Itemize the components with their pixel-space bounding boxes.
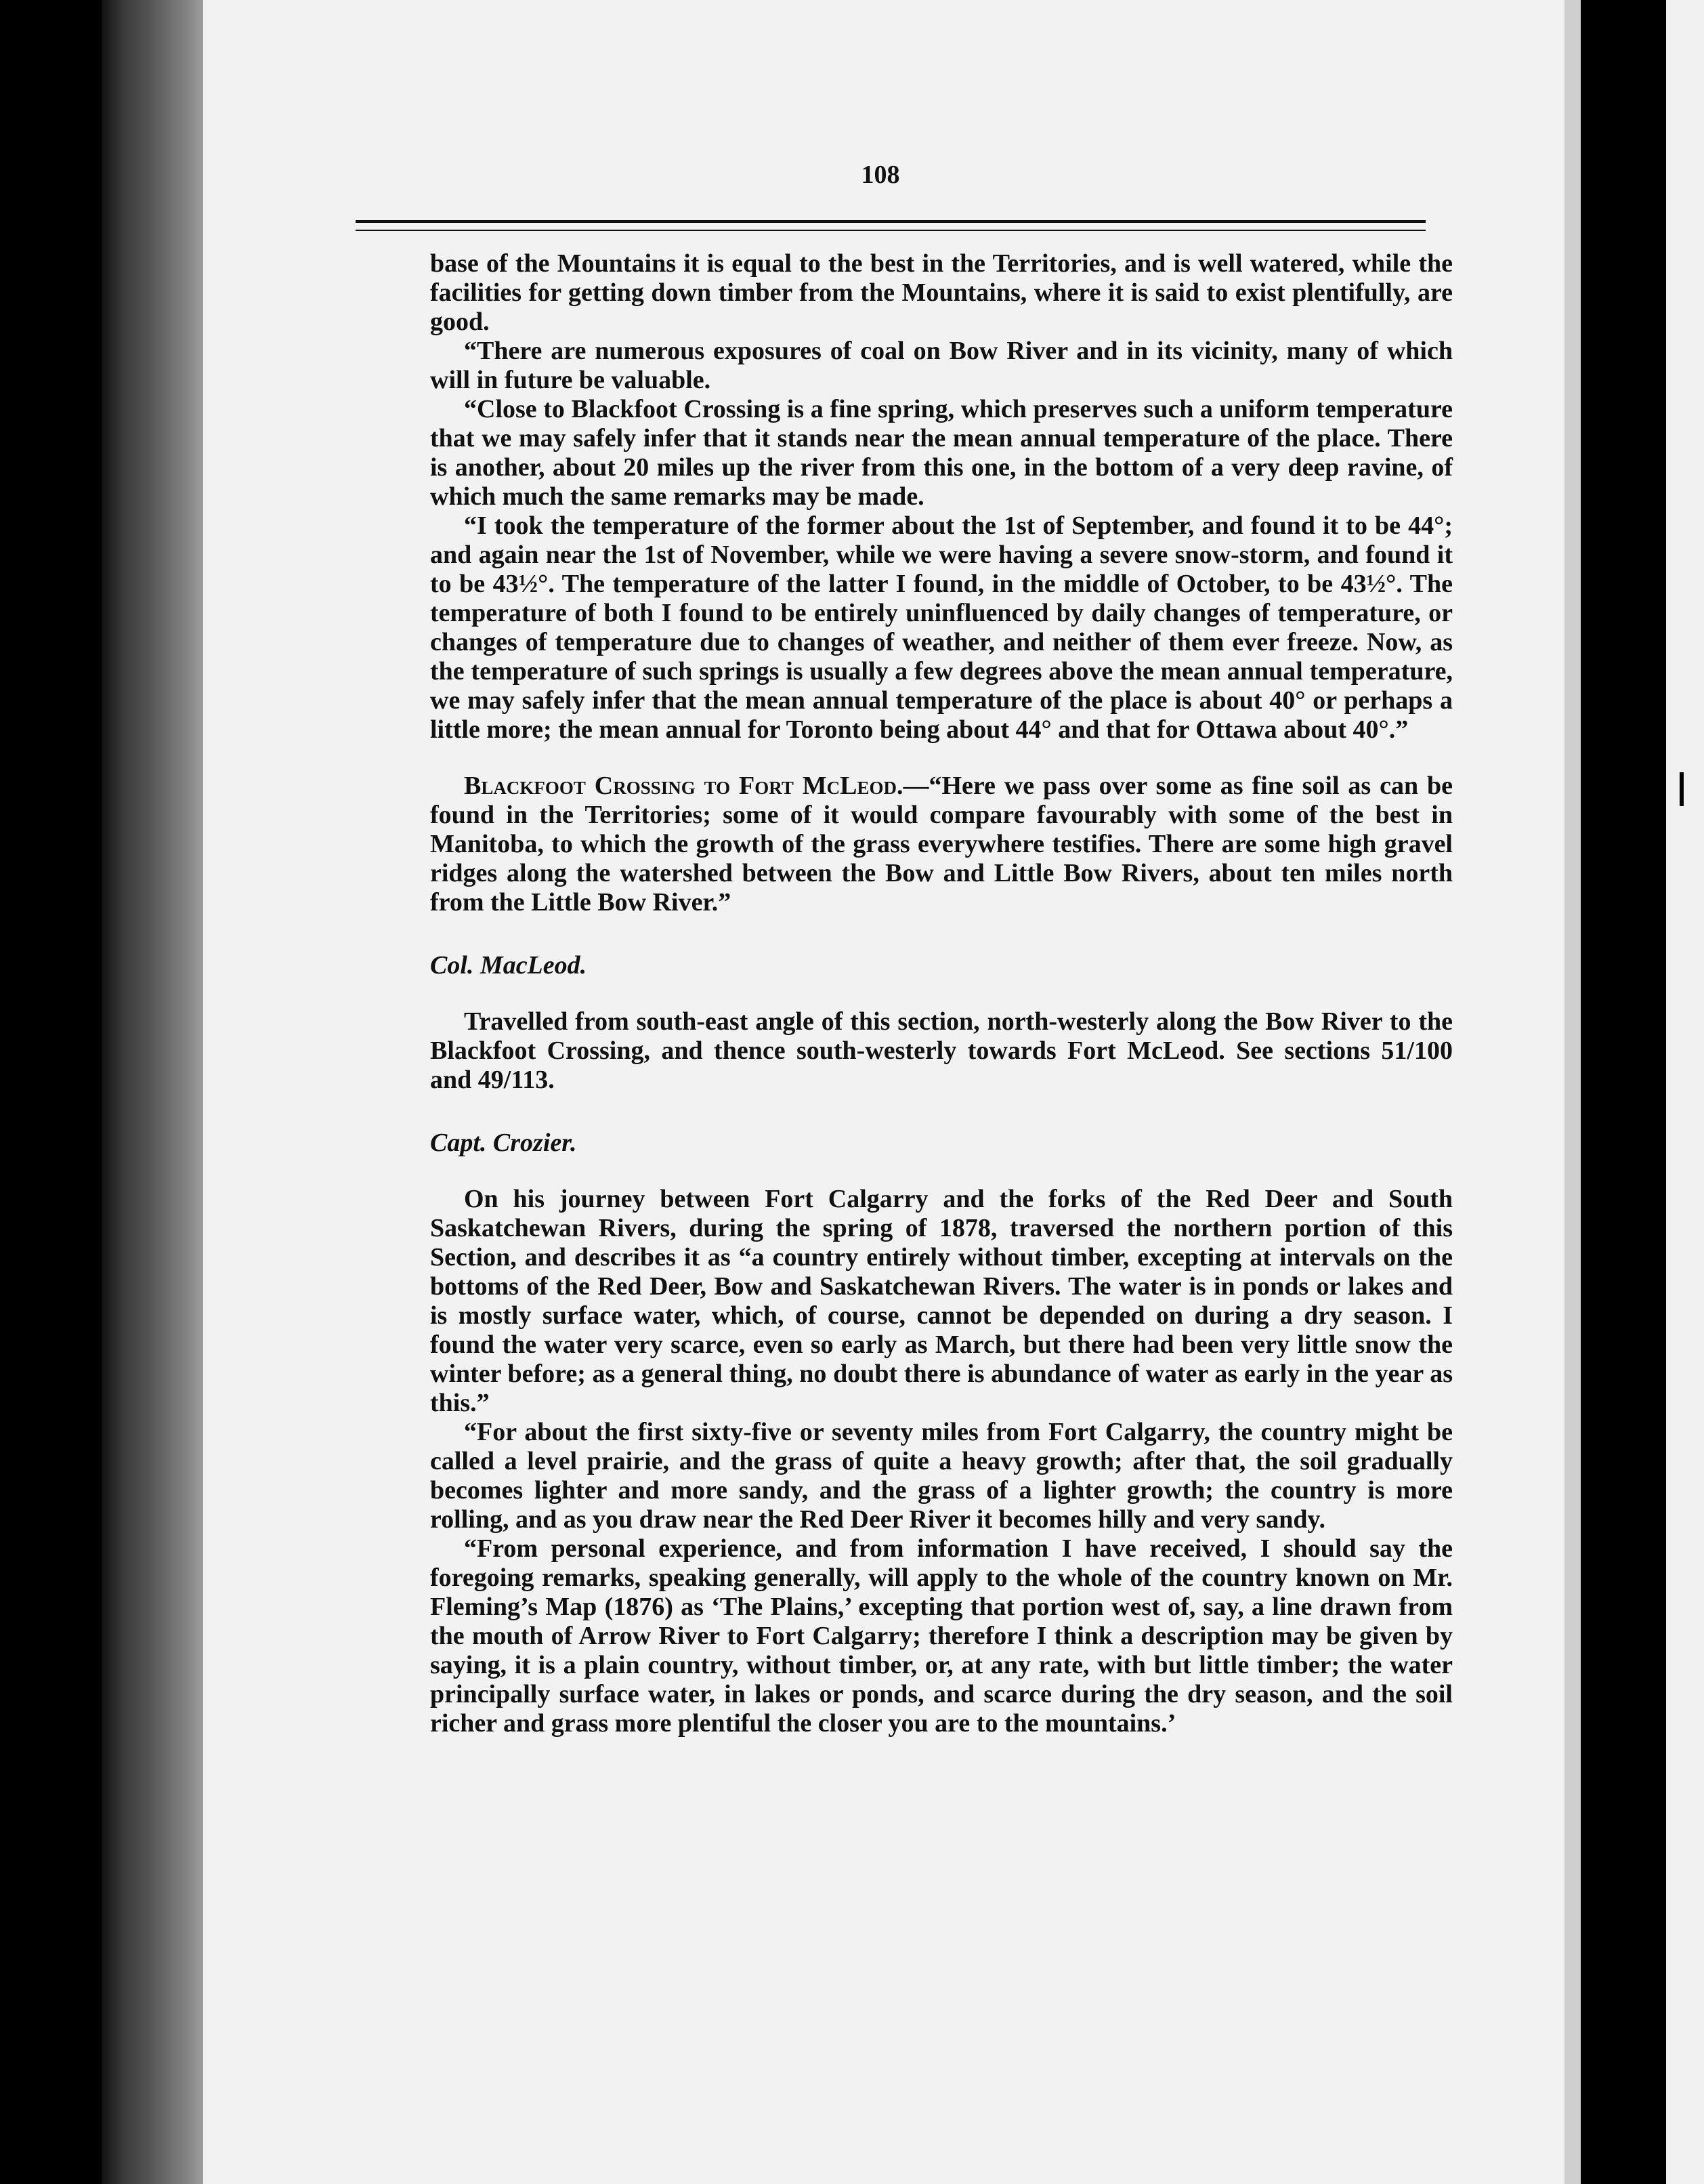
section-heading: Capt. Crozier. (430, 1129, 577, 1157)
scan-background-left (0, 0, 102, 2184)
paragraph-text: —“Here we pass over some as fine soil as can be found in the Territories; some of it would compare favourably with some of the best in Manitoba, to which the growth of the grass everywhere testifies. There are some high gravel ridges along the watershed between the Bow and Little Bow Rivers, about ten miles north from the Little Bow River.” (430, 772, 1453, 917)
paragraph: “I took the temperature of the former about the 1st of September, and found it to be 44°; and again near the 1st of November, while we were having a severe snow-storm, and found it to be 43½°. The temperature of the latter I found, in the middle of October, to be 43½°. The temperature of both I found to be entirely uninfluenced by daily changes of temperature, or changes of temperature due to changes of weather, and neither of them ever freeze. Now, as the temperature of such springs is usually a few degrees above the mean annual temperature, we may safely infer that the mean annual temperature of the place is about 40° or perhaps a little more; the mean annual for Toronto being about 44° and that for Ottawa about 40°.” (430, 511, 1453, 744)
paragraph: “There are numerous exposures of coal on Bow River and in its vicinity, many of which will in future be valuable. (430, 337, 1453, 394)
page-number: 108 (861, 161, 900, 189)
page-body (430, 249, 1453, 1738)
paragraph: Travelled from south-east angle of this section, north-westerly along the Bow River to the Blackfoot Crossing, and thence south-westerly towards Fort McLeod. See sections 51/100 and 49/113. (430, 1007, 1453, 1094)
paragraph: “From personal experience, and from information I have received, I should say the foregoing remarks, speaking generally, will apply to the whole of the country known on Mr. Fleming’s Map (1876) as ‘The Plains,’ excepting that portion west of, say, a line drawn from the mouth of Arrow River to Fort Calgarry; therefore I think a description may be given by saying, it is a plain country, without timber, or, at any rate, with but little timber; the water principally surface water, in lakes or ponds, and scarce during the dry season, and the soil richer and grass more plentiful the closer you are to the mountains.’ (430, 1534, 1453, 1738)
paragraph: On his journey between Fort Calgarry and the forks of the Red Deer and South Saskatchewan Rivers, during the spring of 1878, traversed the northern portion of this Section, and describes it as “a country entirely without timber, excepting at intervals on the bottoms of the Red Deer, Bow and Saskatchewan Rivers. The water is in ponds or lakes and is mostly surface water, which, of course, cannot be depended on during a dry season. I found the water very scarce, even so early as March, but there had been very little snow the winter before; as a general thing, no doubt there is abundance of water as early in the year as this.” (430, 1185, 1453, 1417)
section-heading: Col. MacLeod. (430, 951, 587, 980)
paragraph: “For about the first sixty-five or seventy miles from Fort Calgarry, the country might be called a level prairie, and the grass of quite a heavy growth; after that, the soil gradually becomes lighter and more sandy, and the grass of a lighter growth; the country is more rolling, and as you draw near the Red Deer River it becomes hilly and very sandy. (430, 1418, 1453, 1534)
section-heading-inline: Blackfoot Crossing to Fort McLeod. (464, 772, 903, 800)
paragraph (430, 772, 1453, 917)
next-page-edge (1564, 0, 1581, 2184)
facing-page-strip (1666, 0, 1704, 2184)
facing-page-mark (1680, 772, 1684, 806)
book-page-edges (102, 0, 210, 2184)
paragraph: base of the Mountains it is equal to the best in the Territories, and is well watered, while the facilities for getting down timber from the Mountains, where it is said to exist plentifully, are good. (430, 249, 1453, 336)
header-rule (356, 220, 1426, 231)
paragraph: “Close to Blackfoot Crossing is a fine spring, which preserves such a uniform temperature that we may safely infer that it stands near the mean annual temperature of the place. There is another, about 20 miles up the river from this one, in the bottom of a very deep ravine, of which much the same remarks may be made. (430, 395, 1453, 511)
